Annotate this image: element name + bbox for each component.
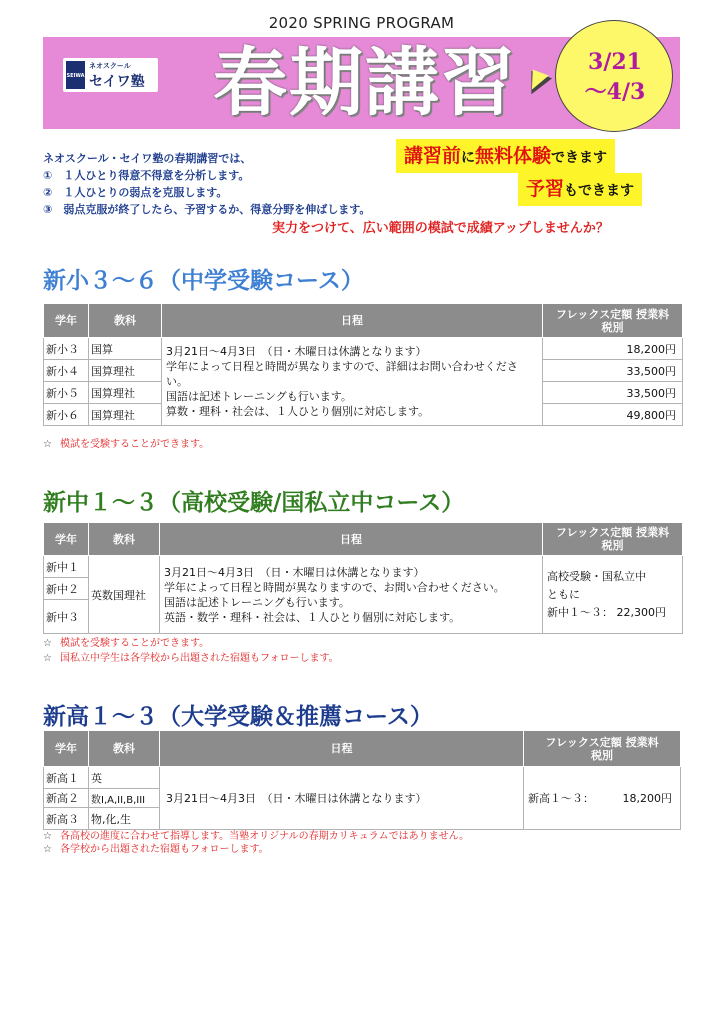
schedule-line: 英語・数学・理科・社会は、１人ひとり個別に対応します。 bbox=[164, 610, 461, 624]
price-value: 18,200円 bbox=[622, 792, 672, 805]
header-grade: 学年 bbox=[44, 304, 89, 338]
promo-text: 無料体験 bbox=[475, 145, 552, 167]
note-text: 模試を受験することができます。 bbox=[59, 439, 210, 450]
price-cell: 49,800円 bbox=[543, 404, 683, 426]
promo-text: 講習前 bbox=[404, 145, 462, 167]
header-subject: 教科 bbox=[89, 304, 162, 338]
price-cell: 33,500円 bbox=[543, 360, 683, 382]
promo-text: に bbox=[461, 150, 476, 166]
note bbox=[43, 435, 209, 450]
schedule-line: 算数・理科・社会は、１人ひとり個別に対応します。 bbox=[166, 405, 430, 418]
header-fee bbox=[543, 304, 683, 338]
grade-cell: 新中３ bbox=[44, 600, 89, 634]
price-line: 高校受験・国私立中 bbox=[547, 569, 646, 583]
table-header-row bbox=[44, 523, 683, 556]
schedule-line: 国語は記述トレーニングも行います。 bbox=[166, 390, 352, 403]
header-subject: 教科 bbox=[89, 731, 160, 767]
table-row bbox=[44, 556, 683, 578]
note bbox=[43, 840, 269, 855]
price-label: 新高１〜３： bbox=[528, 792, 594, 805]
star-icon: ☆ bbox=[43, 439, 52, 450]
table-header-row bbox=[44, 731, 681, 767]
grade-cell: 新小５ bbox=[44, 382, 89, 404]
intro-item: ① １人ひとり得意不得意を分析します。 bbox=[43, 169, 250, 182]
table-header-row bbox=[44, 304, 683, 338]
header-fee-line: フレックス定額 授業料 bbox=[555, 307, 670, 321]
header-fee-line: 税別 bbox=[601, 539, 624, 552]
header-fee bbox=[524, 731, 681, 767]
date-speech-bubble bbox=[555, 20, 673, 132]
free-trial-banner bbox=[396, 139, 615, 173]
grade-cell: 新高２ bbox=[44, 789, 89, 808]
promo-text: もできます bbox=[564, 183, 635, 199]
schedule-line: 国語は記述トレーニングも行います。 bbox=[164, 595, 350, 609]
grade-cell: 新小３ bbox=[44, 338, 89, 360]
schedule-line: 学年によって日程と時間が異なりますので、お問い合わせください。 bbox=[164, 580, 505, 594]
catchphrase: 実力をつけて、広い範囲の模試で成績アップしませんか？ bbox=[272, 221, 609, 236]
subject-cell: 英数国理社 bbox=[89, 556, 160, 634]
price-cell: 18,200円 bbox=[543, 338, 683, 360]
schedule-line: 3月21日〜4月3日 （日・木曜日は休講となります） bbox=[166, 345, 427, 358]
star-icon: ☆ bbox=[43, 653, 52, 664]
schedule-line: 3月21日〜4月3日 （日・木曜日は休講となります） bbox=[164, 565, 425, 579]
price-cell bbox=[524, 767, 681, 830]
header-fee-line: フレックス定額 授業料 bbox=[555, 526, 670, 539]
school-logo bbox=[63, 58, 158, 92]
header-schedule: 日程 bbox=[162, 304, 543, 338]
note-text: 国私立中学生は各学校から出題された宿題もフォローします。 bbox=[59, 653, 339, 664]
star-icon: ☆ bbox=[43, 831, 52, 842]
section-title-junior-high: 新中１〜３（高校受験/国私立中コース） bbox=[43, 490, 465, 516]
intro-lead: ネオスクール・セイワ塾の春期講習では、 bbox=[43, 152, 252, 165]
note-text: 模試を受験することができます。 bbox=[59, 638, 210, 649]
table-row bbox=[44, 767, 681, 789]
header-fee-line: 税別 bbox=[601, 320, 624, 334]
header-subject: 教科 bbox=[89, 523, 160, 556]
section-title-elementary: 新小３〜６（中学受験コース） bbox=[43, 268, 364, 294]
high-school-course-table bbox=[43, 730, 681, 830]
schedule-cell bbox=[162, 338, 543, 426]
subject-cell: 国算理社 bbox=[89, 382, 162, 404]
header-grade: 学年 bbox=[44, 523, 89, 556]
schedule-cell: 3月21日〜4月3日 （日・木曜日は休講となります） bbox=[160, 767, 524, 830]
price-cell: 33,500円 bbox=[543, 382, 683, 404]
grade-cell: 新小６ bbox=[44, 404, 89, 426]
grade-cell: 新高３ bbox=[44, 808, 89, 830]
logo-mark: SEIWA bbox=[66, 61, 85, 89]
intro-item: ② １人ひとりの弱点を克服します。 bbox=[43, 186, 228, 199]
star-icon: ☆ bbox=[43, 844, 52, 855]
subject-cell: 国算理社 bbox=[89, 360, 162, 382]
subject-cell: 物,化,生 bbox=[89, 808, 160, 830]
header-schedule: 日程 bbox=[160, 731, 524, 767]
grade-cell: 新中１ bbox=[44, 556, 89, 578]
header-fee-line: 税別 bbox=[591, 748, 613, 762]
program-label: 2020 SPRING PROGRAM bbox=[268, 14, 455, 32]
star-icon: ☆ bbox=[43, 638, 52, 649]
price-line: 新中１〜３： 22,300円 bbox=[547, 605, 666, 619]
prep-banner bbox=[518, 173, 642, 206]
price-line: ともに bbox=[547, 587, 580, 601]
subject-cell: 国算 bbox=[89, 338, 162, 360]
header-grade: 学年 bbox=[44, 731, 89, 767]
schedule-cell bbox=[160, 556, 543, 634]
price-cell bbox=[543, 556, 683, 634]
header-fee bbox=[543, 523, 683, 556]
table-row bbox=[44, 338, 683, 360]
note-text: 各高校の進度に合わせて指導します。当塾オリジナルの春期カリキュラムではありません。 bbox=[59, 831, 470, 842]
grade-cell: 新高１ bbox=[44, 767, 89, 789]
logo-name: セイワ塾 bbox=[89, 74, 145, 90]
header-schedule: 日程 bbox=[160, 523, 543, 556]
section-title-high-school: 新高１〜３（大学受験＆推薦コース） bbox=[43, 704, 433, 730]
intro-item: ③ 弱点克服が終了したら、予習するか、得意分野を伸ばします。 bbox=[43, 203, 371, 216]
banner-title: 春期講習 bbox=[213, 40, 517, 126]
elementary-course-table bbox=[43, 303, 683, 426]
note-text: 各学校から出題された宿題もフォローします。 bbox=[59, 844, 269, 855]
grade-cell: 新小４ bbox=[44, 360, 89, 382]
subject-cell: 国算理社 bbox=[89, 404, 162, 426]
date-end: 〜4/3 bbox=[584, 79, 646, 105]
note bbox=[43, 649, 339, 664]
header-fee-line: フレックス定額 授業料 bbox=[545, 735, 659, 749]
schedule-line: 学年によって日程と時間が異なりますので、詳細はお問い合わせください。 bbox=[166, 360, 518, 388]
promo-text: できます bbox=[551, 150, 608, 166]
date-start: 3/21 bbox=[588, 49, 642, 75]
promo-text: 予習 bbox=[526, 178, 565, 200]
subject-cell: 英 bbox=[89, 767, 160, 789]
subject-cell: 数I,A,II,B,III bbox=[89, 789, 160, 808]
logo-subtitle: ネオスクール bbox=[89, 62, 131, 70]
note bbox=[43, 634, 209, 649]
junior-high-course-table bbox=[43, 522, 683, 634]
grade-cell: 新中２ bbox=[44, 578, 89, 600]
